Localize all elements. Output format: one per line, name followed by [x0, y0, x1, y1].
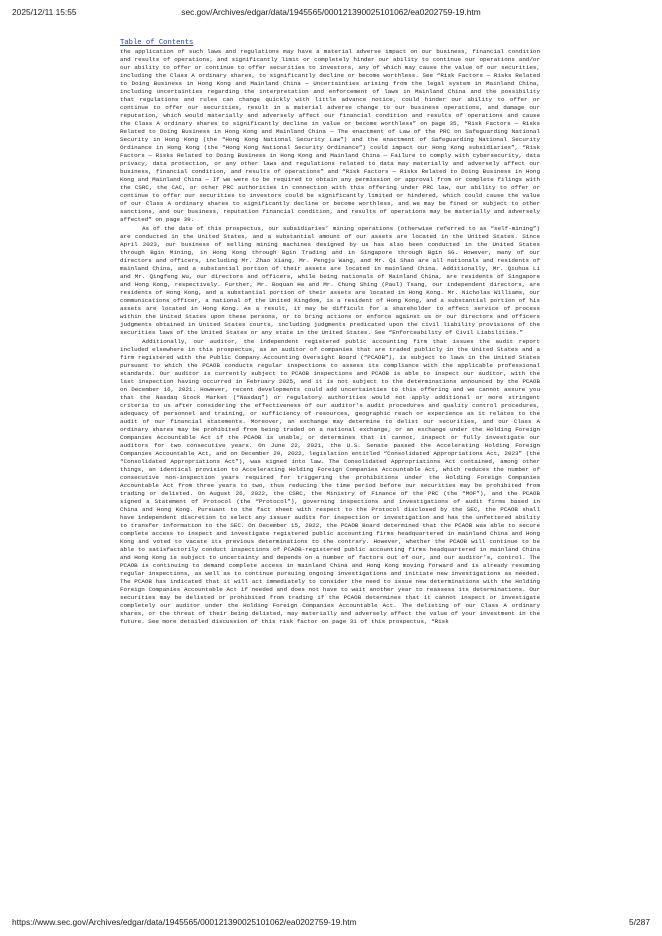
table-of-contents-link[interactable]: Table of Contents — [120, 39, 194, 47]
print-url: https://www.sec.gov/Archives/edgar/data/1945565/000121390025101062/ea0202759-19.htm — [12, 917, 357, 927]
print-page-number: 5/287 — [629, 917, 650, 927]
paragraph-enforceability: As of the date of this prospectus, our subsidiaries’ mining operations (otherwise referred to as “self-mining”) are conducted in the United States, and a substantial amount of our assets are located in the United States. Since April 2023, our business of selling mining machines designed by us has also been conducted in the United States through Bgin Mining, in Hong Kong through Bgin Trading and in Singapore through Bgin SG. However, many of our directors and officers, including Mr. Zhao Xiang, Mr. Pengju Wang, and Mr. Qi Shao are all nationals and residents of mainland China, and a substantial portion of their assets are located in mainland China. Additionally, Mr. Qiuhua Li and Mr. Qingfeng Wu, our directors and officers, while being nationals of Mainland China, are residents of Singapore and Hong Kong, respectively. Further, Mr. Boquan He and Mr. Chung Shing (Paul) Tsang, our independent directors, are residents of Hong Kong, and a substantial portion of their assets are located in Hong Kong. Mr. Nicholas Williams, our communications officer, a national of the United Kingdom, is a resident of Hong Kong, and a substantial portion of his assets are located in Hong Kong. As a result, it may be difficult for a shareholder to effect service of process within the United States upon these persons, or to bring actions or enforce against us or our directors and officers judgments obtained in United States courts, including judgments predicated upon the civil liability provisions of the securities laws of the United States or any state in the United States. See “Enforceability of Civil Liabilities.” — [120, 225, 540, 336]
paragraph-risk-laws: the application of such laws and regulations may have a material adverse impact on our business, financial condition and results of operations, and significantly limit or completely hinder our ability to continue our operations and/or our ability to offer or continue to offer securities to investors, any of which may cause the value of our securities, including the Class A ordinary shares, to significantly decline or become worthless. See “Risk Factors — Risks Related to Doing Business in Hong Kong and Mainland China — Uncertainties arising from the legal system in Mainland China, including uncertainties regarding the interpretation and enforcement of laws in Mainland China and the possibility that regulations and rules can change quickly with little advance notice, could hinder our ability to offer or continue to offer our securities, result in a material adverse change to our business operations, and damage our reputation, which would materially and adversely affect our financial condition and results of operations and cause the Class A ordinary shares to significantly decline in value or become worthless” on page 35, “Risk Factors — Risks Related to Doing Business in Hong Kong and Mainland China — The enactment of Law of the PRC on Safeguarding National Security in Hong Kong (the “Hong Kong National Security Law”) and the enactment of Safeguarding National Security Ordinance in Hong Kong (the “Hong Kong National Security Ordinance”) could impact our Hong Kong subsidiaries”, “Risk Factors — Risks Related to Doing Business in Hong Kong and Mainland China — Failure to comply with cybersecurity, data privacy, data protection, or any other laws and regulations related to data may materially and adversely affect our business, financial condition, and results of operations” and “Risk Factors — Risks Related to Doing Business in Hong Kong and Mainland China — If we were to be required to obtain any permission or approval from or complete filings with the CSRC, the CAC, or other PRC authorities in connection with this offering under PRC law, our ability to offer or continue to offer our securities to investors could be significantly limited or hindered, which could cause the value of our Class A ordinary shares to significantly decline or become worthless, and we may be fined or subject to other sanctions, and our business, reputation financial condition, and results of operations may be materially and adversely affected” on page 39. — [120, 48, 540, 223]
print-page-title: sec.gov/Archives/edgar/data/1945565/000121390025101062/ea0202759-19.htm — [181, 7, 481, 17]
document-body — [120, 38, 540, 626]
print-datetime: 2025/12/11 15:55 — [12, 7, 77, 17]
paragraph-auditor-pcaob: Additionally, our auditor, the independent registered public accounting firm that issues the audit report included elsewhere in this prospectus, as an auditor of companies that are traded publicly in the United States and a firm registered with the Public Company Accounting Oversight Board (“PCAOB”), is subject to laws in the United States pursuant to which the PCAOB conducts regular inspections to assess its compliance with the applicable professional standards. Our auditor is currently subject to PCAOB inspections and PCAOB is able to inspect our auditor, with the last inspection having occurred in February 2025, and it is not subject to the determinations announced by the PCAOB on December 16, 2021. However, recent developments could add uncertainties to this offering and we cannot assure you that the Nasdaq Stock Market (“Nasdaq”) or regulatory authorities would not apply additional or more stringent criteria to us after considering the effectiveness of our auditor’s audit procedures and quality control procedures, adequacy of personnel and training, or sufficiency of resources, geographic reach or experience as it relates to the audit of our financial statements. Moreover, an exchange may determine to delist our securities, and our Class A ordinary shares may be prohibited from being traded on a national exchange, or an exchange under the Holding Foreign Companies Accountable Act if the PCAOB is unable, or determines that it cannot, inspect or fully investigate our auditors for two consecutive years. On June 22, 2021, the U.S. Senate passed the Accelerating Holding Foreign Companies Accountable Act, and on December 29, 2022, legislation entitled “Consolidated Appropriations Act, 2023” (the “Consolidated Appropriations Act”), was signed into law. The Consolidated Appropriations Act contained, among other things, an identical provision to Accelerating Holding Foreign Companies Accountable Act, which reduces the number of consecutive non-inspection years required for triggering the prohibitions under the Holding Foreign Companies Accountable Act from three years to two, thus reducing the time period before our securities may be prohibited from trading or delisted. On August 26, 2022, the CSRC, the Ministry of Finance of the PRC (the “MOF”), and the PCAOB signed a Statement of Protocol (the “Protocol”), governing inspections and investigations of audit firms based in China and Hong Kong. Pursuant to the fact sheet with respect to the Protocol disclosed by the SEC, the PCAOB shall have independent discretion to select any issuer audits for inspection or investigation and has the unfettered ability to transfer information to the SEC. On December 15, 2022, the PCAOB Board determined that the PCAOB was able to secure complete access to inspect and investigate registered public accounting firms headquartered in mainland China and Hong Kong and voted to vacate its previous determinations to the contrary. However, whether the PCAOB will continue to be able to satisfactorily conduct inspections of PCAOB-registered public accounting firms headquartered in mainland China and Hong Kong is subject to uncertainty and depends on a number of factors out of our, and our auditor’s, control. The PCAOB is continuing to demand complete access in mainland China and Hong Kong moving forward and is already resuming regular inspections, as well as to continue pursuing ongoing investigations and initiate new investigations as needed. The PCAOB has indicated that it will act immediately to consider the need to issue new determinations with the Holding Foreign Companies Accountable Act if needed and does not have to wait another year to reassess its determinations. Our securities may be delisted or prohibited from trading if the PCAOB determines that it cannot inspect or investigate completely our auditor under the Holding Foreign Companies Accountable Act. The delisting of our Class A ordinary shares, or the threat of their being delisted, may materially and adversely affect the value of your investment in the future. See more detailed discussion of this risk factor on page 31 of this prospectus, “Risk — [120, 338, 540, 625]
browser-print-footer — [12, 917, 650, 929]
browser-print-header — [12, 7, 650, 19]
